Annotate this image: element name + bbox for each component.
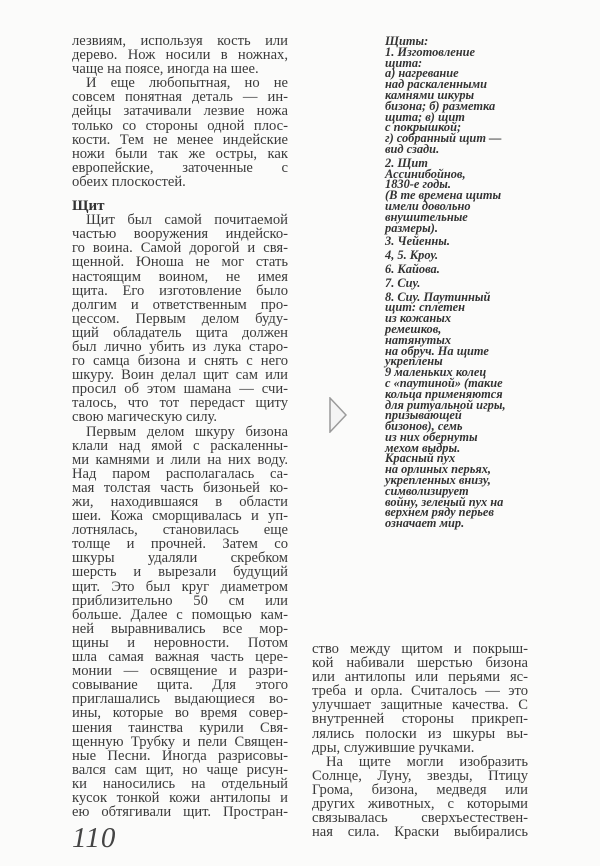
caption-item bbox=[385, 236, 535, 247]
text-line: обеих плоскостей. bbox=[72, 173, 186, 190]
text-line: шла самая важная часть цере- bbox=[72, 649, 288, 666]
text-line: совсем понятная деталь — ин- bbox=[72, 89, 288, 106]
paragraph bbox=[312, 755, 528, 840]
caption-line: с покрышкой; bbox=[385, 120, 462, 135]
text-line: жи, находившаяся в области bbox=[72, 494, 288, 510]
caption-line: внушительные bbox=[385, 209, 468, 224]
text-line: кусок тонкой кожи антилопы и bbox=[72, 789, 288, 806]
left-text-column bbox=[72, 34, 288, 819]
caption-line: кольца применяются bbox=[385, 386, 503, 401]
caption-line: призывающей bbox=[385, 408, 462, 423]
caption-item bbox=[385, 261, 535, 276]
text-line: просил об этом шамана — счи- bbox=[72, 381, 288, 398]
caption-line: бизонов), семь bbox=[385, 419, 463, 434]
text-line: улучшает защитные качества. С bbox=[312, 697, 528, 714]
text-line: ство между щитом и покрыш- bbox=[312, 641, 528, 657]
text-line: шерсть и вырезали будущий bbox=[72, 564, 288, 581]
caption-pointer-arrow-icon bbox=[329, 397, 347, 433]
text-line: приглашались выдающиеся во- bbox=[72, 691, 288, 708]
text-line: го воина. Самой дорогой и свя- bbox=[72, 240, 288, 257]
caption-line: 2. Щит bbox=[385, 155, 428, 170]
text-line: шеи. Кожа сморщивалась и уп- bbox=[72, 508, 288, 525]
caption-line: ремешков, bbox=[385, 321, 442, 336]
caption-line: щита: bbox=[385, 55, 423, 70]
caption-line: укреплены bbox=[385, 354, 443, 369]
text-line: внутренней стороны прикреп- bbox=[312, 711, 528, 728]
caption-line: над раскаленными bbox=[385, 77, 487, 92]
caption-line: верхнем ряду перьев bbox=[385, 505, 494, 520]
text-line: лялись полоски из шкуры вы- bbox=[312, 725, 528, 742]
caption-line: щит: сплетен bbox=[385, 300, 466, 315]
text-line: других животных, с которыми bbox=[312, 796, 528, 813]
caption-item bbox=[385, 275, 535, 290]
caption-line: имели довольно bbox=[385, 198, 471, 213]
text-line: ми камнями и лили на них воду. bbox=[72, 451, 288, 468]
caption-line: из кожаных bbox=[385, 311, 452, 326]
text-line: настоящим воином, не имея bbox=[72, 268, 288, 285]
text-line: дерево. Нож носили в ножнах, bbox=[72, 47, 288, 64]
caption-line: 8. Сиу. Паутинный bbox=[385, 289, 491, 304]
text-line: щенной. Юноша не мог стать bbox=[72, 254, 288, 271]
text-line: больше. Далее с помощью кам- bbox=[72, 606, 288, 623]
text-line: го самца бизона и снять с него bbox=[72, 353, 288, 370]
text-line: был лично убить из лука старо- bbox=[72, 338, 288, 355]
text-line: шкуры удаляли скребком bbox=[72, 550, 288, 567]
paragraph bbox=[312, 642, 528, 755]
caption-line: бизона; б) разметка bbox=[385, 98, 496, 113]
text-line: Солнце, Луну, звезды, Птицу bbox=[312, 767, 528, 784]
illustration-captions bbox=[385, 36, 535, 532]
text-line: частью вооружения индейско- bbox=[72, 226, 288, 243]
caption-line: символизирует bbox=[385, 483, 469, 498]
caption-item bbox=[385, 289, 535, 531]
text-line: только со стороны одной плос- bbox=[72, 117, 288, 134]
text-line: Над паром располагалась са- bbox=[72, 465, 288, 482]
text-line: долгим и ответственным про- bbox=[72, 296, 288, 313]
text-line: или антилопы или перьями яс- bbox=[312, 669, 528, 686]
caption-line: на обруч. На щите bbox=[385, 343, 489, 358]
caption-line: 9 маленьких колец bbox=[385, 365, 487, 380]
text-line: ки наносились на отдельный bbox=[72, 775, 288, 792]
text-line: щины и неровности. Потом bbox=[72, 634, 288, 651]
caption-line: мехом выдры. bbox=[385, 440, 461, 455]
caption-line: 6. Кайова. bbox=[385, 261, 440, 276]
text-line: И еще любопытная, но не bbox=[86, 75, 288, 92]
caption-line: Красный пух bbox=[385, 451, 456, 466]
caption-line: на орлиных перьях, bbox=[385, 462, 492, 477]
text-line: кой набивали шерстью бизона bbox=[312, 655, 528, 672]
text-line: дры, служившие ручками. bbox=[312, 739, 475, 756]
text-line: приблизительно 50 см или bbox=[72, 592, 288, 609]
caption-line: 7. Сиу. bbox=[385, 275, 421, 290]
text-line: ней выравнивались все мор- bbox=[72, 620, 288, 637]
text-line: лезвиям, используя кость или bbox=[72, 33, 288, 49]
caption-line: означает мир. bbox=[385, 516, 465, 531]
caption-line: 1. Изготовление bbox=[385, 44, 475, 59]
text-line: цессом. Первым делом буду- bbox=[72, 310, 288, 327]
caption-line: для ритуальной игры, bbox=[385, 397, 506, 412]
paragraph bbox=[72, 34, 288, 76]
text-line: вался сам щит, но чаще рисун- bbox=[72, 761, 288, 778]
caption-line: Щиты: bbox=[385, 34, 429, 48]
text-line: европейские, заточенные с bbox=[72, 159, 288, 176]
text-line: Щит был самой почитаемой bbox=[86, 212, 288, 229]
text-line: чаще на поясе, иногда на шее. bbox=[72, 61, 259, 78]
caption-line: укрепленных внизу, bbox=[385, 473, 491, 488]
text-line: дейцы затачивали лезвие ножа bbox=[72, 103, 288, 120]
paragraph bbox=[72, 425, 288, 820]
page-number: 110 bbox=[72, 822, 117, 854]
caption-item bbox=[385, 36, 535, 155]
caption-line: натянутых bbox=[385, 332, 452, 347]
text-line: совывание щита. Для этого bbox=[72, 677, 288, 694]
text-line: щенную Трубку и пели Священ- bbox=[72, 733, 288, 750]
section-heading: Щит bbox=[72, 198, 105, 215]
text-line: щий обладатель щита должен bbox=[72, 324, 288, 341]
text-line: Первым делом шкуру бизона bbox=[86, 423, 288, 440]
caption-line: 3. Чейенны. bbox=[385, 234, 451, 249]
text-line: связывалась сверхъестествен- bbox=[312, 810, 528, 827]
text-line: ножи были так же остры, как bbox=[72, 145, 288, 162]
text-line: шения таинства курили Свя- bbox=[72, 719, 288, 736]
text-line: щит. Это был круг диаметром bbox=[72, 578, 288, 595]
text-line: талось, что тот передаст щиту bbox=[72, 395, 288, 412]
text-line: шкуру. Воин делал щит сам или bbox=[72, 367, 288, 384]
caption-item bbox=[385, 250, 535, 261]
text-line: клали над ямой с раскаленны- bbox=[72, 437, 288, 454]
caption-item bbox=[385, 155, 535, 235]
text-line: Грома, бизона, медведя или bbox=[312, 781, 528, 798]
text-line: ные Песни. Иногда разрисовы- bbox=[72, 747, 288, 764]
text-line: щита. Его изготовление было bbox=[72, 282, 288, 299]
text-line: лотнялась, становилась еще bbox=[72, 522, 288, 539]
text-line: толще и прочней. Затем со bbox=[72, 536, 288, 553]
caption-line: (В те времена щиты bbox=[385, 188, 502, 203]
caption-line: размеры). bbox=[385, 220, 438, 235]
caption-line: вид сзади. bbox=[385, 141, 440, 156]
paragraph bbox=[72, 76, 288, 189]
text-line: кости. Тем не менее индейские bbox=[72, 131, 288, 148]
text-line: свою магическую силу. bbox=[72, 409, 217, 426]
caption-line: войну, зеленый пух на bbox=[385, 494, 504, 509]
text-line: треба и орла. Считалось — это bbox=[312, 683, 528, 700]
caption-line: с «паутиной» (такие bbox=[385, 375, 503, 390]
text-line: ины, которые во время совер- bbox=[72, 705, 288, 722]
caption-line: щита; в) щит bbox=[385, 109, 465, 124]
caption-line: из них обернуты bbox=[385, 429, 478, 444]
text-line: ная сила. Краски выбирались bbox=[312, 824, 528, 841]
caption-line: 4, 5. Кроу. bbox=[385, 248, 439, 263]
caption-line: камнями шкуры bbox=[385, 87, 475, 102]
caption-line: а) нагревание bbox=[385, 66, 459, 81]
text-line: На щите могли изобразить bbox=[326, 753, 528, 770]
paragraph bbox=[72, 213, 288, 424]
text-line: мая толстая часть бизоньей ко- bbox=[72, 479, 288, 496]
caption-line: Ассинибойнов, bbox=[385, 166, 466, 181]
text-line: ею обтягивали щит. Простран- bbox=[72, 804, 288, 821]
caption-line: 1830-е годы. bbox=[385, 177, 451, 192]
right-text-column bbox=[312, 642, 528, 839]
text-line: монии — освящение и разри- bbox=[72, 663, 288, 680]
caption-line: г) собранный щит — bbox=[385, 131, 502, 146]
